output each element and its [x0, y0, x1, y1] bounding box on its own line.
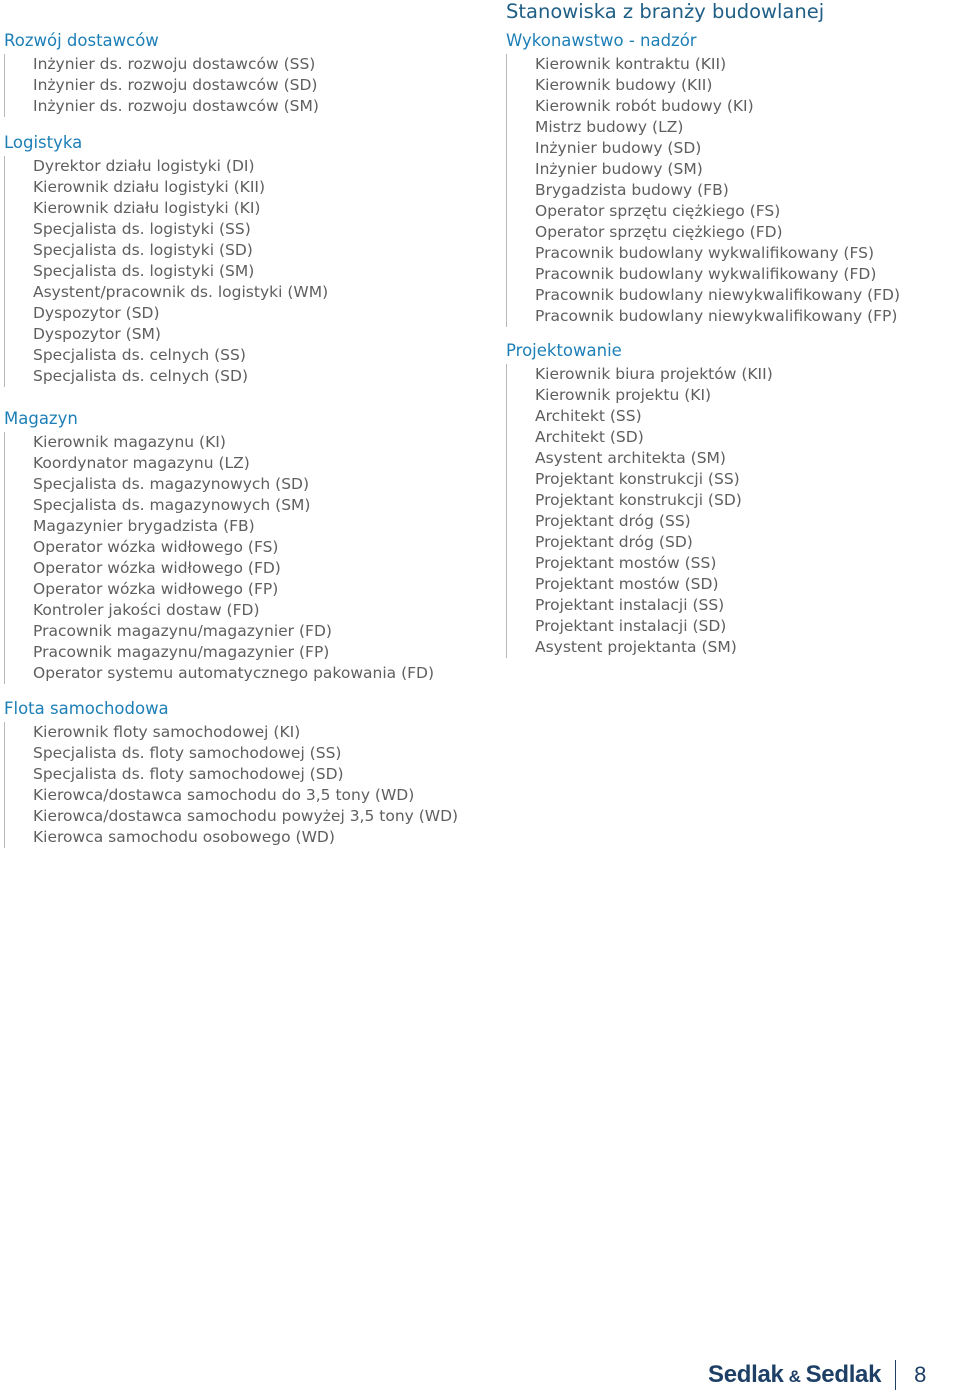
- list-item: Koordynator magazynu (LZ): [33, 454, 250, 472]
- section-title: Magazyn: [4, 409, 78, 428]
- section-title: Logistyka: [4, 133, 83, 152]
- list-item: Pracownik budowlany niewykwalifikowany (FD): [535, 286, 901, 304]
- list-item: Architekt (SD): [535, 428, 644, 446]
- section-items: [4, 722, 458, 848]
- list-item: Pracownik budowlany wykwalifikowany (FS): [535, 244, 875, 262]
- list-item: Projektant instalacji (SD): [535, 617, 727, 635]
- list-item: Dyspozytor (SD): [33, 304, 160, 322]
- list-item: Kontroler jakości dostaw (FD): [33, 601, 260, 619]
- section-title: Projektowanie: [506, 341, 622, 360]
- list-item: Asystent projektanta (SM): [535, 638, 737, 656]
- list-item: Asystent/pracownik ds. logistyki (WM): [33, 283, 329, 301]
- brand-logo-amp: &: [788, 1367, 801, 1386]
- list-item: Pracownik magazynu/magazynier (FD): [33, 622, 332, 640]
- list-item: Operator wózka widłowego (FP): [33, 580, 279, 598]
- list-item: Brygadzista budowy (FB): [535, 181, 729, 199]
- list-item: Inżynier ds. rozwoju dostawców (SS): [33, 55, 316, 73]
- section-title: Flota samochodowa: [4, 699, 169, 718]
- list-item: Magazynier brygadzista (FB): [33, 517, 255, 535]
- section: [4, 30, 319, 117]
- list-item: Specjalista ds. floty samochodowej (SS): [33, 744, 342, 762]
- list-item: Projektant konstrukcji (SD): [535, 491, 742, 509]
- list-item: Projektant mostów (SD): [535, 575, 719, 593]
- list-item: Pracownik budowlany niewykwalifikowany (FP): [535, 307, 898, 325]
- list-item: Specjalista ds. logistyki (SS): [33, 220, 251, 238]
- list-item: Projektant dróg (SS): [535, 512, 691, 530]
- brand-logo-left: Sedlak: [708, 1361, 784, 1388]
- list-item: Kierownik kontraktu (KII): [535, 55, 727, 73]
- page-heading: Stanowiska z branży budowlanej: [506, 0, 825, 23]
- list-item: Inżynier budowy (SD): [535, 139, 702, 157]
- list-item: Kierownik projektu (KI): [535, 386, 712, 404]
- list-item: Kierowca/dostawca samochodu do 3,5 tony (WD): [33, 786, 415, 804]
- list-item: Dyspozytor (SM): [33, 325, 161, 343]
- section: [4, 698, 458, 848]
- list-item: Operator wózka widłowego (FS): [33, 538, 279, 556]
- brand-logo-right: Sedlak: [805, 1361, 882, 1388]
- section-title: Rozwój dostawców: [4, 31, 159, 50]
- list-item: Projektant dróg (SD): [535, 533, 693, 551]
- list-item: Kierownik działu logistyki (KII): [33, 178, 266, 196]
- list-item: Pracownik budowlany wykwalifikowany (FD): [535, 265, 877, 283]
- page-number: 8: [914, 1362, 927, 1387]
- list-item: Specjalista ds. logistyki (SM): [33, 262, 255, 280]
- list-item: Specjalista ds. magazynowych (SD): [33, 475, 310, 493]
- section-items: [4, 156, 328, 387]
- section-items: [4, 432, 434, 684]
- list-item: Operator sprzętu ciężkiego (FD): [535, 223, 783, 241]
- brand-logo: [708, 1361, 881, 1389]
- list-item: Kierownik robót budowy (KI): [535, 97, 754, 115]
- list-item: Kierownik magazynu (KI): [33, 433, 226, 451]
- list-item: Specjalista ds. floty samochodowej (SD): [33, 765, 344, 783]
- section: [4, 132, 328, 387]
- list-item: Specjalista ds. logistyki (SD): [33, 241, 253, 259]
- section: [506, 340, 773, 658]
- footer: [708, 1357, 926, 1393]
- list-item: Dyrektor działu logistyki (DI): [33, 157, 255, 175]
- list-item: Mistrz budowy (LZ): [535, 118, 684, 136]
- list-item: Specjalista ds. magazynowych (SM): [33, 496, 311, 514]
- list-item: Kierownik floty samochodowej (KI): [33, 723, 301, 741]
- list-item: Operator systemu automatycznego pakowania (FD): [33, 664, 435, 682]
- list-item: Kierownik budowy (KII): [535, 76, 713, 94]
- list-item: Operator wózka widłowego (FD): [33, 559, 281, 577]
- list-item: Projektant instalacji (SS): [535, 596, 725, 614]
- section: [506, 30, 900, 327]
- list-item: Projektant mostów (SS): [535, 554, 717, 572]
- footer-divider: [895, 1360, 896, 1390]
- section-items: [506, 364, 773, 658]
- list-item: Inżynier ds. rozwoju dostawców (SM): [33, 97, 319, 115]
- list-item: Inżynier ds. rozwoju dostawców (SD): [33, 76, 318, 94]
- list-item: Operator sprzętu ciężkiego (FS): [535, 202, 781, 220]
- section-title: Wykonawstwo - nadzór: [506, 31, 697, 50]
- list-item: Kierowca samochodu osobowego (WD): [33, 828, 335, 846]
- list-item: Kierownik działu logistyki (KI): [33, 199, 261, 217]
- list-item: Projektant konstrukcji (SS): [535, 470, 740, 488]
- section-items: [506, 54, 900, 327]
- list-item: Specjalista ds. celnych (SS): [33, 346, 246, 364]
- list-item: Pracownik magazynu/magazynier (FP): [33, 643, 330, 661]
- list-item: Architekt (SS): [535, 407, 642, 425]
- list-item: Kierownik biura projektów (KII): [535, 365, 773, 383]
- section-items: [4, 54, 319, 117]
- list-item: Asystent architekta (SM): [535, 449, 726, 467]
- list-item: Inżynier budowy (SM): [535, 160, 703, 178]
- section: [4, 408, 434, 684]
- list-item: Specjalista ds. celnych (SD): [33, 367, 249, 385]
- list-item: Kierowca/dostawca samochodu powyżej 3,5 tony (WD): [33, 807, 459, 825]
